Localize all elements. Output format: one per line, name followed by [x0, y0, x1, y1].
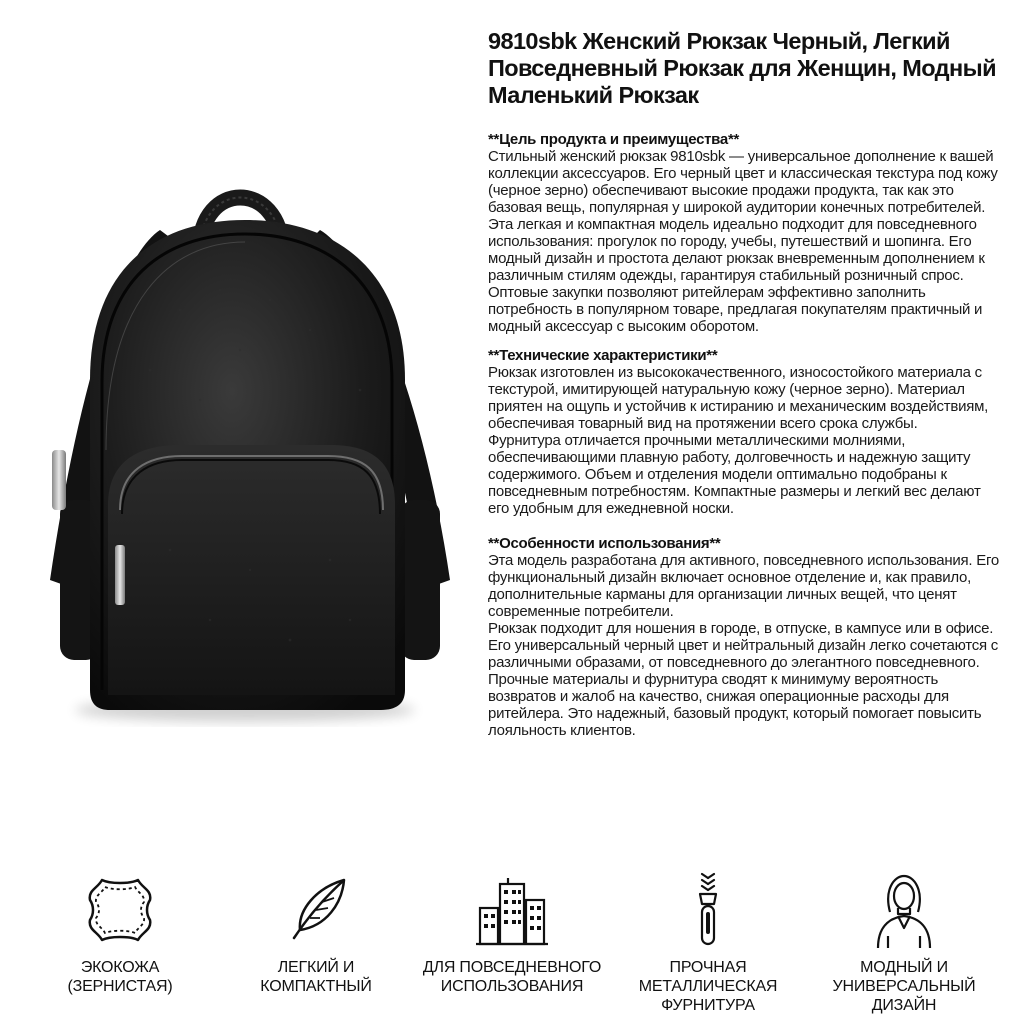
feature-label: ЭКОКОЖА (ЗЕРНИСТАЯ) [67, 959, 173, 995]
paragraph: Эта легкая и компактная модель идеально подходит для повседневного использования: прогулок по городу, учебы, путешествий и шопинга. Его модный дизайн и простота делают рюкзак вневременным дополнением к различным стилям одежды, гарантируя стабильный розничный спрос. [488, 216, 985, 284]
section-usage [488, 535, 1004, 739]
paragraph: Прочные материалы и фурнитура сводят к минимуму вероятность возвратов и жалоб на качество, снижая операционные расходы для ритейлера. Это надежный, базовый продукт, который помогает повысить лояльность клиентов. [488, 671, 982, 739]
feature-label: МОДНЫЙ И УНИВЕРСАЛЬНЫЙ ДИЗАЙН [832, 959, 976, 1014]
product-title: 9810sbk Женский Рюкзак Черный, Легкий Повседневный Рюкзак для Женщин, Модный Маленький Рюкзак [488, 28, 996, 108]
paragraph: Стильный женский рюкзак 9810sbk — универсальное дополнение к вашей коллекции аксессуаров. Его черный цвет и классическая текстура под кожу (черное зерно) обеспечивают высокие продажи продукта, так как это базовая вещь, популярная у широкой аудитории конечных потребителей. [488, 148, 998, 216]
feature-everyday [412, 870, 612, 996]
backpack-illustration [30, 150, 470, 740]
product-photo [30, 150, 470, 740]
leather-hide-icon [80, 870, 160, 950]
paragraph: Рюкзак изготовлен из высококачественного, износостойкого материала с текстурой, имитирующей натуральную кожу (черное зерно). Материал приятен на ощупь и устойчив к истиранию и механическим воздействиям, обеспечивая товарный вид на протяжении всего срока службы. [488, 364, 989, 432]
product-description [488, 28, 1004, 751]
feature-label: ПРОЧНАЯ МЕТАЛЛИЧЕСКАЯ ФУРНИТУРА [638, 959, 778, 1014]
feature-hardware [608, 870, 808, 1015]
zipper-icon [668, 870, 748, 950]
city-buildings-icon [472, 870, 552, 950]
feature-design [804, 870, 1004, 1015]
feature-label: ЛЕГКИЙ И КОМПАКТНЫЙ [260, 959, 372, 995]
section-heading: **Цель продукта и преимущества** [488, 131, 740, 148]
feature-leather [20, 870, 220, 996]
woman-icon [864, 870, 944, 950]
paragraph: Рюкзак подходит для ношения в городе, в отпуске, в кампусе или в офисе. Его универсальный черный цвет и нейтральный дизайн легко сочетаются с различными образами, от повседневного до элегантного повседневного. [488, 620, 999, 671]
feature-row [0, 870, 1024, 1024]
section-specs [488, 347, 1004, 517]
section-purpose [488, 131, 1004, 335]
feature-lightweight [216, 870, 416, 996]
paragraph: Эта модель разработана для активного, повседневного использования. Его функциональный дизайн включает основное отделение и, как правило, дополнительные карманы для организации личных вещей, что ценят современные потребители. [488, 552, 999, 620]
section-heading: **Технические характеристики** [488, 347, 718, 364]
feather-icon [276, 870, 356, 950]
paragraph: Фурнитура отличается прочными металлическими молниями, обеспечивающими плавную работу, долговечность и надежную защиту содержимого. Объем и отделения модели оптимально подобраны к повседневным потребностям. Компактные размеры и легкий вес делают его удобным для ежедневной носки. [488, 432, 981, 517]
section-heading: **Особенности использования** [488, 535, 721, 552]
feature-label: ДЛЯ ПОВСЕДНЕВНОГО ИСПОЛЬЗОВАНИЯ [422, 959, 602, 995]
paragraph: Оптовые закупки позволяют ритейлерам эффективно заполнить потребность в популярном товаре, предлагая покупателям практичный и модный аксессуар с высоким оборотом. [488, 284, 983, 335]
